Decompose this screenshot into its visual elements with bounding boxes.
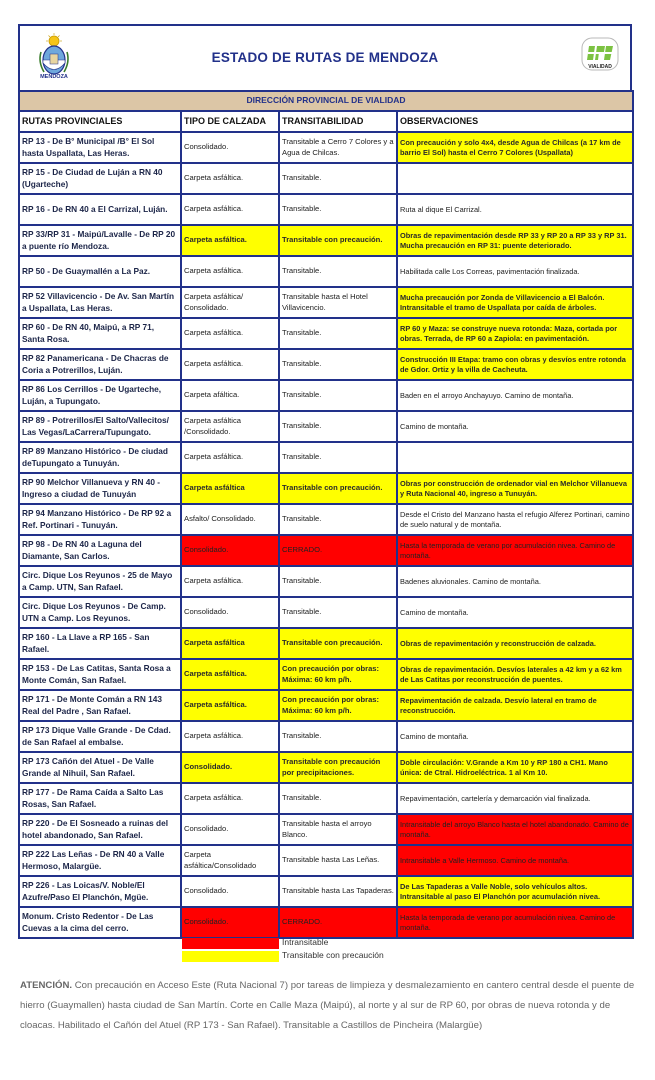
- surface-type-cell: Carpeta asfáltica: [181, 473, 279, 504]
- observations-cell: Obras de repavimentación. Desvíos laterales a 42 km y a 62 km de Las Catitas por reconstrucción de puentes.: [397, 659, 633, 690]
- table-row: [19, 411, 633, 442]
- passability-cell: Transitable.: [279, 783, 397, 814]
- route-name-cell: RP 94 Manzano Histórico - De RP 92 a Ref. Portinari - Tunuyán.: [19, 504, 181, 535]
- table-row: [19, 504, 633, 535]
- observations-cell: Construcción III Etapa: tramo con obras y desvíos entre rotonda de Gdor. Ortiz y la villa de Cacheuta.: [397, 349, 633, 380]
- surface-type-cell: Consolidado.: [181, 535, 279, 566]
- observations-cell: Obras de repavimentación desde RP 33 y RP 20 a RP 33 y RP 31. Mucha precaución en RP 31: puente deteriorado.: [397, 225, 633, 256]
- surface-type-cell: Carpeta asfáltica.: [181, 225, 279, 256]
- surface-type-cell: Carpeta asfáltica.: [181, 194, 279, 225]
- observations-cell: [397, 442, 633, 473]
- legend-label: Transitable con precaución: [282, 950, 384, 960]
- passability-cell: Transitable.: [279, 380, 397, 411]
- passability-cell: Transitable hasta Las Tapaderas.: [279, 876, 397, 907]
- table-row: [19, 349, 633, 380]
- observations-cell: Obras por construcción de ordenador vial en Melchor Villanueva y Ruta Nacional 40, ingreso a Tunuyán.: [397, 473, 633, 504]
- table-row: [19, 597, 633, 628]
- passability-cell: CERRADO.: [279, 907, 397, 938]
- observations-cell: Desde el Cristo del Manzano hasta el refugio Alferez Portinari, camino de suelo natural y de montaña.: [397, 504, 633, 535]
- route-name-cell: RP 226 - Las Loicas/V. Noble/El Azufre/Paso El Planchón, Mgüe.: [19, 876, 181, 907]
- observations-cell: Camino de montaña.: [397, 721, 633, 752]
- observations-cell: Hasta la temporada de verano por acumulación nivea. Camino de montaña.: [397, 907, 633, 938]
- surface-type-cell: Carpeta asfáltica.: [181, 783, 279, 814]
- surface-type-cell: Consolidado.: [181, 876, 279, 907]
- mendoza-logo-text: MENDOZA: [40, 74, 68, 80]
- passability-cell: Transitable a Cerro 7 Colores y a Agua de Chilcas.: [279, 132, 397, 163]
- surface-type-cell: Consolidado.: [181, 752, 279, 783]
- route-name-cell: RP 177 - De Rama Caída a Salto Las Rosas, San Rafael.: [19, 783, 181, 814]
- surface-type-cell: Carpeta asfáltica/Consolidado: [181, 845, 279, 876]
- surface-type-cell: Carpeta afáltica.: [181, 380, 279, 411]
- table-row: [19, 163, 633, 194]
- passability-cell: Transitable.: [279, 256, 397, 287]
- table-row: [19, 132, 633, 163]
- observations-cell: Badenes aluvionales. Camino de montaña.: [397, 566, 633, 597]
- passability-cell: Transitable.: [279, 163, 397, 194]
- observations-cell: Obras de repavimentación y reconstrucción de calzada.: [397, 628, 633, 659]
- observations-cell: Camino de montaña.: [397, 411, 633, 442]
- table-row: [19, 814, 633, 845]
- surface-type-cell: Carpeta asfáltica: [181, 628, 279, 659]
- route-name-cell: RP 90 Melchor Villanueva y RN 40 - Ingreso a ciudad de Tunuyán: [19, 473, 181, 504]
- passability-cell: Transitable.: [279, 194, 397, 225]
- surface-type-cell: Carpeta asfáltica /Consolidado.: [181, 411, 279, 442]
- passability-cell: Con precaución por obras: Máxima: 60 km p/h.: [279, 690, 397, 721]
- route-name-cell: RP 82 Panamericana - De Chacras de Coria a Potrerillos, Luján.: [19, 349, 181, 380]
- observations-cell: Doble circulación: V.Grande a Km 10 y RP 180 a CH1. Mano única: de Ctral. Hidroeléctrica. 1 al Km 10.: [397, 752, 633, 783]
- surface-type-cell: Consolidado.: [181, 814, 279, 845]
- route-name-cell: RP 153 - De Las Catitas, Santa Rosa a Monte Comán, San Rafael.: [19, 659, 181, 690]
- vialidad-logo-text: VIALIDAD: [588, 64, 612, 70]
- table-row: [19, 566, 633, 597]
- route-name-cell: RP 160 - La Llave a RP 165 - San Rafael.: [19, 628, 181, 659]
- column-header-routes: RUTAS PROVINCIALES: [19, 111, 181, 132]
- route-name-cell: RP 52 Villavicencio - De Av. San Martín a Uspallata, Las Heras.: [19, 287, 181, 318]
- table-row: [19, 783, 633, 814]
- route-name-cell: RP 13 - De B° Municipal /B° El Sol hasta Uspallata, Las Heras.: [19, 132, 181, 163]
- table-row: [19, 256, 633, 287]
- observations-cell: Camino de montaña.: [397, 597, 633, 628]
- table-row: [19, 845, 633, 876]
- surface-type-cell: Consolidado.: [181, 597, 279, 628]
- passability-cell: Transitable.: [279, 597, 397, 628]
- surface-type-cell: Carpeta asfáltica.: [181, 349, 279, 380]
- observations-cell: Hasta la temporada de verano por acumulación nivea. Camino de montaña.: [397, 535, 633, 566]
- table-row: [19, 535, 633, 566]
- surface-type-cell: Carpeta asfáltica/ Consolidado.: [181, 287, 279, 318]
- table-row: [19, 659, 633, 690]
- table-row: [19, 380, 633, 411]
- table-row: [19, 287, 633, 318]
- observations-cell: Habilitada calle Los Correas, pavimentación finalizada.: [397, 256, 633, 287]
- route-name-cell: RP 89 - Potrerillos/El Salto/Vallecitos/ Las Vegas/LaCarrera/Tupungato.: [19, 411, 181, 442]
- passability-cell: CERRADO.: [279, 535, 397, 566]
- surface-type-cell: Carpeta asfáltica.: [181, 318, 279, 349]
- table-header-row: [19, 111, 633, 132]
- legend-swatch-yellow: [182, 951, 279, 962]
- table-row: [19, 473, 633, 504]
- route-name-cell: RP 86 Los Cerrillos - De Ugarteche, Luján, a Tupungato.: [19, 380, 181, 411]
- passability-cell: Transitable con precaución.: [279, 628, 397, 659]
- table-row: [19, 628, 633, 659]
- observations-cell: Baden en el arroyo Anchayuyo. Camino de montaña.: [397, 380, 633, 411]
- route-name-cell: RP 173 Cañón del Atuel - De Valle Grande al Nihuil, San Rafael.: [19, 752, 181, 783]
- passability-cell: Transitable.: [279, 349, 397, 380]
- surface-type-cell: Asfalto/ Consolidado.: [181, 504, 279, 535]
- passability-cell: Transitable.: [279, 721, 397, 752]
- passability-cell: Transitable hasta el arroyo Blanco.: [279, 814, 397, 845]
- table-row: [19, 318, 633, 349]
- surface-type-cell: Carpeta asfáltica.: [181, 163, 279, 194]
- report-header: [18, 24, 632, 90]
- routes-table: [18, 90, 634, 939]
- route-name-cell: RP 98 - De RN 40 a Laguna del Diamante, San Carlos.: [19, 535, 181, 566]
- route-name-cell: RP 171 - De Monte Comán a RN 143 Real del Padre , San Rafael.: [19, 690, 181, 721]
- route-name-cell: RP 50 - De Guaymallén a La Paz.: [19, 256, 181, 287]
- table-row: [19, 225, 633, 256]
- observations-cell: Intransitable a Valle Hermoso. Camino de montaña.: [397, 845, 633, 876]
- passability-cell: Transitable hasta Las Leñas.: [279, 845, 397, 876]
- route-name-cell: Circ. Dique Los Reyunos - 25 de Mayo a Camp. UTN, San Rafael.: [19, 566, 181, 597]
- column-header-passability: TRANSITABILIDAD: [279, 111, 397, 132]
- passability-cell: Con precaución por obras: Máxima: 60 km p/h.: [279, 659, 397, 690]
- observations-cell: Repavimentación de calzada. Desvío lateral en tramo de reconstrucción.: [397, 690, 633, 721]
- route-name-cell: Circ. Dique Los Reyunos - De Camp. UTN a Camp. Los Reyunos.: [19, 597, 181, 628]
- passability-cell: Transitable.: [279, 318, 397, 349]
- route-name-cell: RP 89 Manzano Histórico - De ciudad deTupungato a Tunuyán.: [19, 442, 181, 473]
- observations-cell: Intransitable del arroyo Blanco hasta el hotel abandonado. Camino de montaña.: [397, 814, 633, 845]
- table-row: [19, 690, 633, 721]
- surface-type-cell: Carpeta asfáltica.: [181, 690, 279, 721]
- observations-cell: Con precaución y solo 4x4, desde Agua de Chilcas (a 17 km de barrio El Sol) hasta el Cerro 7 Colores (Uspallata): [397, 132, 633, 163]
- passability-cell: Transitable con precaución.: [279, 225, 397, 256]
- surface-type-cell: Carpeta asfáltica.: [181, 659, 279, 690]
- table-row: [19, 442, 633, 473]
- attention-prefix: ATENCIÓN.: [20, 980, 73, 991]
- department-name: DIRECCIÓN PROVINCIAL DE VIALIDAD: [19, 91, 633, 111]
- route-name-cell: RP 222 Las Leñas - De RN 40 a Valle Hermoso, Malargüe.: [19, 845, 181, 876]
- passability-cell: Transitable hasta el Hotel Villavicencio.: [279, 287, 397, 318]
- observations-cell: Ruta al dique El Carrizal.: [397, 194, 633, 225]
- table-row: [19, 194, 633, 225]
- vialidad-logo-icon: [580, 36, 620, 80]
- observations-cell: [397, 163, 633, 194]
- passability-cell: Transitable con precaución por precipitaciones.: [279, 752, 397, 783]
- route-name-cell: RP 16 - De RN 40 a El Carrizal, Luján.: [19, 194, 181, 225]
- legend-swatch-red: [182, 938, 279, 949]
- attention-text: Con precaución en Acceso Este (Ruta Nacional 7) por tareas de limpieza y desmalezamiento en cantero central desde el puente de hierro (Guaymallen) hasta ciudad de San Martín. Corte en Calle Maza (Maipú), al norte y al sur de RP 60, por obras de nueva rotonda y de cloacas. Habilitado el Cañón del Atuel (RP 173 - San Rafael). Transitable a Castillos de Pincheira (Malargüe): [20, 980, 635, 1031]
- attention-note: [20, 976, 635, 1036]
- department-row: [19, 91, 633, 111]
- table-row: [19, 752, 633, 783]
- table-row: [19, 907, 633, 938]
- route-name-cell: RP 60 - De RN 40, Maipú, a RP 71, Santa Rosa.: [19, 318, 181, 349]
- surface-type-cell: Consolidado.: [181, 132, 279, 163]
- passability-cell: Transitable.: [279, 442, 397, 473]
- passability-cell: Transitable con precaución.: [279, 473, 397, 504]
- legend-label: Intransitable: [282, 937, 329, 947]
- column-header-surface: TIPO DE CALZADA: [181, 111, 279, 132]
- observations-cell: Repavimentación, cartelería y demarcación vial finalizada.: [397, 783, 633, 814]
- passability-cell: Transitable.: [279, 411, 397, 442]
- route-name-cell: RP 173 Dique Valle Grande - De Cdad. de San Rafael al embalse.: [19, 721, 181, 752]
- passability-cell: Transitable.: [279, 504, 397, 535]
- surface-type-cell: Carpeta asfáltica.: [181, 721, 279, 752]
- surface-type-cell: Carpeta asfáltica.: [181, 256, 279, 287]
- surface-type-cell: Consolidado.: [181, 907, 279, 938]
- route-name-cell: RP 15 - De Ciudad de Luján a RN 40 (Ugarteche): [19, 163, 181, 194]
- passability-cell: Transitable.: [279, 566, 397, 597]
- page-title: ESTADO DE RUTAS DE MENDOZA: [211, 50, 439, 65]
- surface-type-cell: Carpeta asfáltica.: [181, 566, 279, 597]
- table-row: [19, 721, 633, 752]
- observations-cell: RP 60 y Maza: se construye nueva rotonda: Maza, cortada por obras. Terrada, de RP 60 a Zapiola: en pavimentación.: [397, 318, 633, 349]
- column-header-observations: OBSERVACIONES: [397, 111, 633, 132]
- route-name-cell: RP 220 - De El Sosneado a ruinas del hotel abandonado, San Rafael.: [19, 814, 181, 845]
- route-name-cell: Monum. Cristo Redentor - De Las Cuevas a la cima del cerro.: [19, 907, 181, 938]
- table-row: [19, 876, 633, 907]
- route-name-cell: RP 33/RP 31 - Maipú/Lavalle - De RP 20 a puente río Mendoza.: [19, 225, 181, 256]
- observations-cell: De Las Tapaderas a Valle Noble, solo vehículos altos. Intransitable al paso El Planchón por acumulación nivea.: [397, 876, 633, 907]
- observations-cell: Mucha precaución por Zonda de Villavicencio a El Balcón. Intransitable el tramo de Uspallata por caída de árboles.: [397, 287, 633, 318]
- surface-type-cell: Carpeta asfáltica.: [181, 442, 279, 473]
